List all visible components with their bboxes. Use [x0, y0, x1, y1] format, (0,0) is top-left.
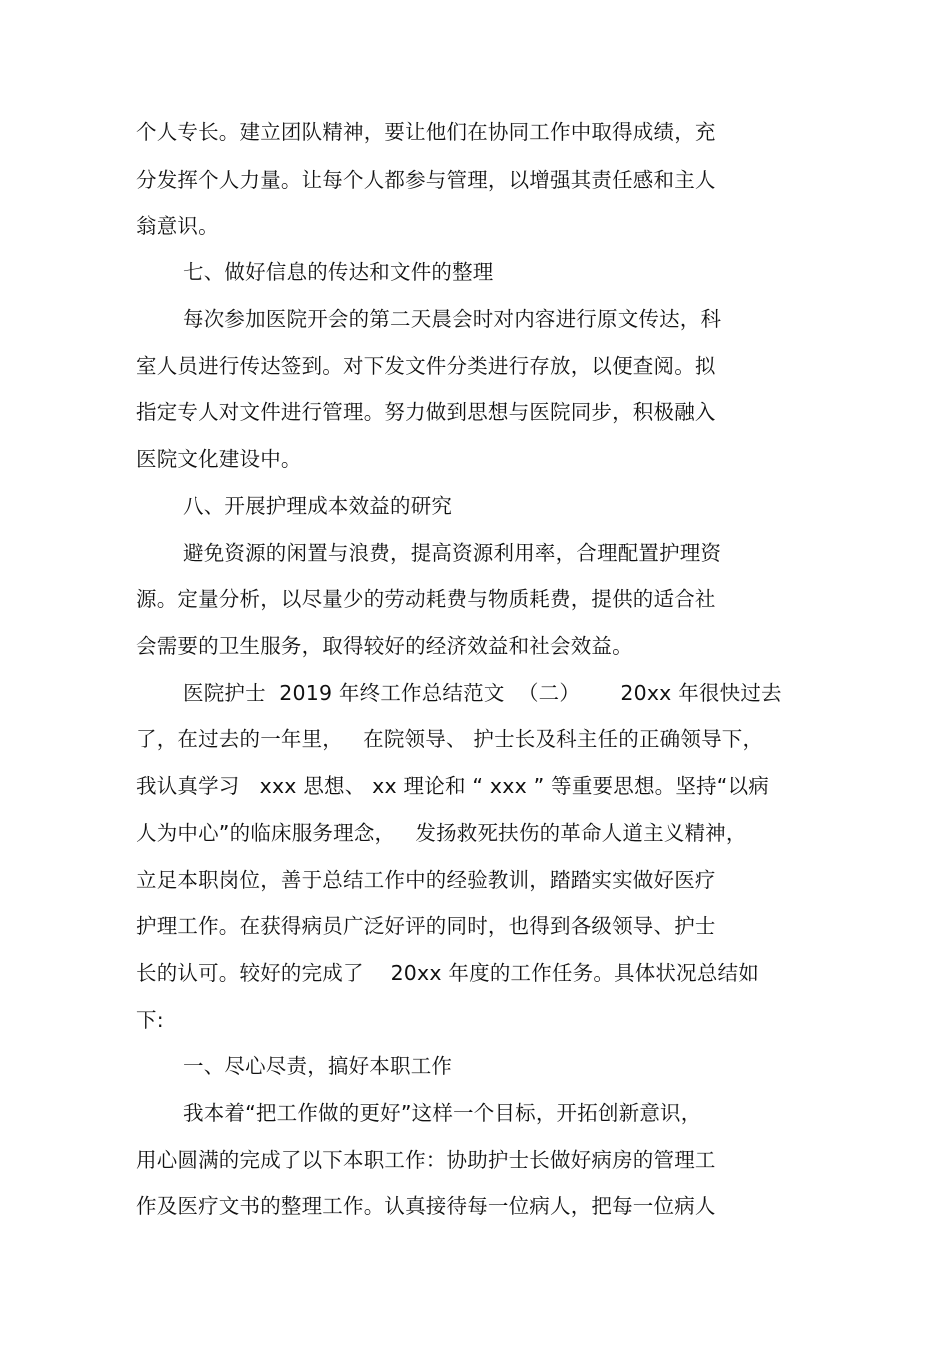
paragraph-line: 我本着“把工作做的更好”这样一个目标，开拓创新意识， — [183, 1101, 702, 1125]
paragraph-line: 长的认可。较好的完成了 20xx 年度的工作任务。具体状况总结如 — [136, 961, 759, 985]
paragraph-line: 我认真学习 xxx 思想、 xx 理论和 “ xxx ” 等重要思想。坚持“以病 — [136, 774, 769, 798]
paragraph-line: 每次参加医院开会的第二天晨会时对内容进行原文传达，科 — [183, 307, 722, 331]
section-heading-1: 一、尽心尽责，搞好本职工作 — [183, 1054, 453, 1078]
section-heading-8: 八、开展护理成本效益的研究 — [183, 494, 453, 518]
paragraph-line: 下: — [136, 1008, 164, 1032]
article-title-line: 医院护士 2019 年终工作总结范文 （二） 20xx 年很快过去 — [183, 681, 782, 705]
paragraph-line: 会需要的卫生服务，取得较好的经济效益和社会效益。 — [136, 634, 633, 658]
paragraph-line: 用心圆满的完成了以下本职工作：协助护士长做好病房的管理工 — [136, 1148, 716, 1172]
paragraph-line: 翁意识。 — [136, 214, 219, 238]
paragraph-line: 作及医疗文书的整理工作。认真接待每一位病人，把每一位病人 — [136, 1194, 716, 1218]
paragraph-line: 医院文化建设中。 — [136, 447, 302, 471]
paragraph-line: 立足本职岗位，善于总结工作中的经验教训，踏踏实实做好医疗 — [136, 868, 716, 892]
paragraph-line: 护理工作。在获得病员广泛好评的同时，也得到各级领导、护士 — [136, 914, 716, 938]
paragraph-line: 指定专人对文件进行管理。努力做到思想与医院同步，积极融入 — [136, 400, 716, 424]
paragraph-line: 避免资源的闲置与浪费，提高资源利用率，合理配置护理资 — [183, 541, 722, 565]
paragraph-line: 分发挥个人力量。让每个人都参与管理，以增强其责任感和主人 — [136, 168, 716, 192]
paragraph-line: 人为中心”的临床服务理念， 发扬救死扶伤的革命人道主义精神， — [136, 821, 747, 845]
paragraph-line: 源。定量分析，以尽量少的劳动耗费与物质耗费，提供的适合社 — [136, 587, 716, 611]
paragraph-line: 个人专长。建立团队精神，要让他们在协同工作中取得成绩，充 — [136, 120, 716, 144]
section-heading-7: 七、做好信息的传达和文件的整理 — [183, 260, 494, 284]
paragraph-line: 室人员进行传达签到。对下发文件分类进行存放，以便查阅。拟 — [136, 354, 716, 378]
paragraph-line: 了，在过去的一年里， 在院领导、 护士长及科主任的正确领导下， — [136, 727, 764, 751]
